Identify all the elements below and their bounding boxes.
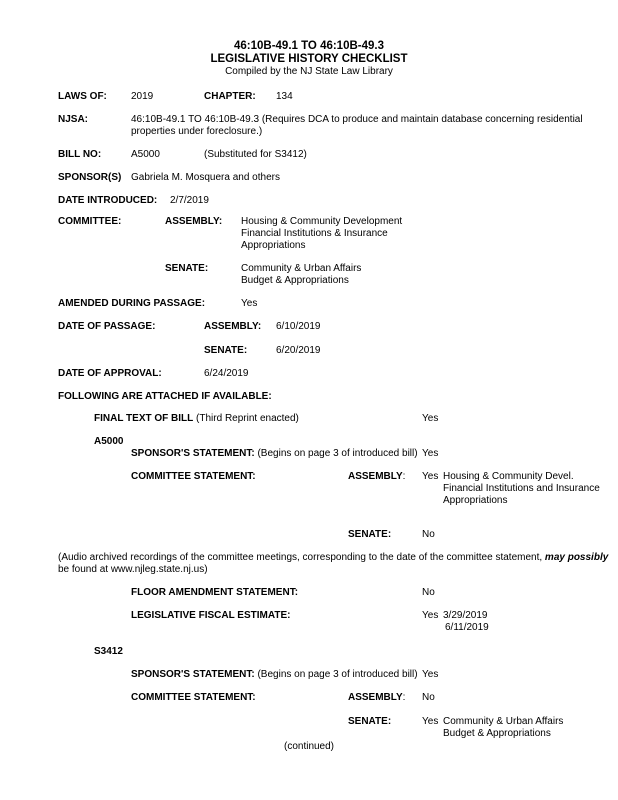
passage-assembly-date: 6/10/2019 [276,321,321,332]
chapter-label: CHAPTER: [204,91,256,102]
committee-label: COMMITTEE: [58,216,122,227]
sponsors-label: SPONSOR(S) [58,172,122,183]
a5000-senate-value: No [422,529,435,540]
audio-note-line-1 [58,552,608,564]
final-text-label: FINAL TEXT OF BILL [94,413,194,424]
audio-note-text: (Audio archived recordings of the committee meetings, corresponding to the date of the committee statement, [58,552,543,563]
title-line-1: 46:10B-49.1 TO 46:10B-49.3 [233,40,384,52]
date-introduced-value: 2/7/2019 [170,195,209,206]
a5000-assembly-committee: Financial Institutions and Insurance [443,483,600,494]
final-text-note: (Third Reprint enacted) [196,413,299,424]
laws-of-value: 2019 [131,91,154,102]
amended-label: AMENDED DURING PASSAGE: [58,298,206,309]
s3412-assembly-colon: : [402,692,406,703]
njsa-label: NJSA: [58,114,89,125]
s3412-sponsor-value: Yes [422,669,439,680]
a5000-assembly-value: Yes [422,471,439,482]
committee-senate-item: Community & Urban Affairs [241,263,362,274]
fiscal-estimate-date: 3/29/2019 [443,610,488,621]
committee-assembly-item: Financial Institutions & Insurance [241,228,388,239]
s3412-senate-committee: Community & Urban Affairs [443,716,564,727]
audio-note-line-2: be found at www.njleg.state.nj.us) [58,564,208,575]
s3412-sponsor-note: (Begins on page 3 of introduced bill) [257,669,418,680]
final-text-value: Yes [422,413,439,424]
attached-heading: FOLLOWING ARE ATTACHED IF AVAILABLE: [58,391,272,402]
a5000-sponsor-row [131,448,418,460]
subtitle: Compiled by the NJ State Law Library [225,66,393,77]
date-of-approval-value: 6/24/2019 [204,368,249,379]
a5000-label: A5000 [94,436,124,447]
committee-senate-label: SENATE: [165,263,209,274]
s3412-assembly-row [348,692,405,704]
s3412-label: S3412 [94,646,123,657]
bill-no-note: (Substituted for S3412) [204,149,307,160]
fiscal-estimate-date: 6/11/2019 [445,622,489,633]
passage-senate-label: SENATE: [204,345,248,356]
a5000-sponsor-label: SPONSOR'S STATEMENT: [131,448,255,459]
passage-senate-date: 6/20/2019 [276,345,321,356]
committee-senate-item: Budget & Appropriations [241,275,349,286]
s3412-sponsor-row [131,669,418,681]
bill-no-label: BILL NO: [58,149,102,160]
floor-amendment-value: No [422,587,435,598]
a5000-assembly-committee: Appropriations [443,495,508,506]
a5000-assembly-colon: : [402,471,406,482]
s3412-sponsor-label: SPONSOR'S STATEMENT: [131,669,255,680]
floor-amendment-label: FLOOR AMENDMENT STATEMENT: [131,587,299,598]
s3412-senate-committee: Budget & Appropriations [443,728,551,739]
continued-note: (continued) [283,741,335,752]
a5000-sponsor-value: Yes [422,448,439,459]
a5000-committee-label: COMMITTEE STATEMENT: [131,471,256,482]
a5000-assembly-label: ASSEMBLY [348,471,403,482]
fiscal-estimate-value: Yes [422,610,439,621]
title-line-2: LEGISLATIVE HISTORY CHECKLIST [210,53,408,65]
s3412-senate-value: Yes [422,716,439,727]
s3412-committee-label: COMMITTEE STATEMENT: [131,692,256,703]
date-of-passage-label: DATE OF PASSAGE: [58,321,156,332]
a5000-senate-label: SENATE: [348,529,392,540]
s3412-assembly-label: ASSEMBLY [348,692,403,703]
audio-note-emphasis: may possibly [544,552,609,563]
a5000-assembly-row [348,471,405,483]
committee-assembly-label: ASSEMBLY: [165,216,223,227]
passage-assembly-label: ASSEMBLY: [204,321,262,332]
njsa-line-2: properties under foreclosure.) [131,126,263,137]
date-introduced-label: DATE INTRODUCED: [58,195,158,206]
committee-assembly-item: Appropriations [241,240,306,251]
date-of-approval-label: DATE OF APPROVAL: [58,368,162,379]
final-text-row [94,413,299,425]
laws-of-label: LAWS OF: [58,91,107,102]
njsa-line-1: 46:10B-49.1 TO 46:10B-49.3 (Requires DCA to produce and maintain database concerning residential [131,114,583,125]
bill-no-value: A5000 [131,149,160,160]
s3412-senate-label: SENATE: [348,716,392,727]
chapter-value: 134 [276,91,293,102]
sponsors-value: Gabriela M. Mosquera and others [131,172,280,183]
s3412-assembly-value: No [422,692,435,703]
a5000-sponsor-note: (Begins on page 3 of introduced bill) [257,448,418,459]
a5000-assembly-committee: Housing & Community Devel. [443,471,574,482]
committee-assembly-item: Housing & Community Development [241,216,403,227]
fiscal-estimate-label: LEGISLATIVE FISCAL ESTIMATE: [131,610,291,621]
amended-value: Yes [241,298,258,309]
